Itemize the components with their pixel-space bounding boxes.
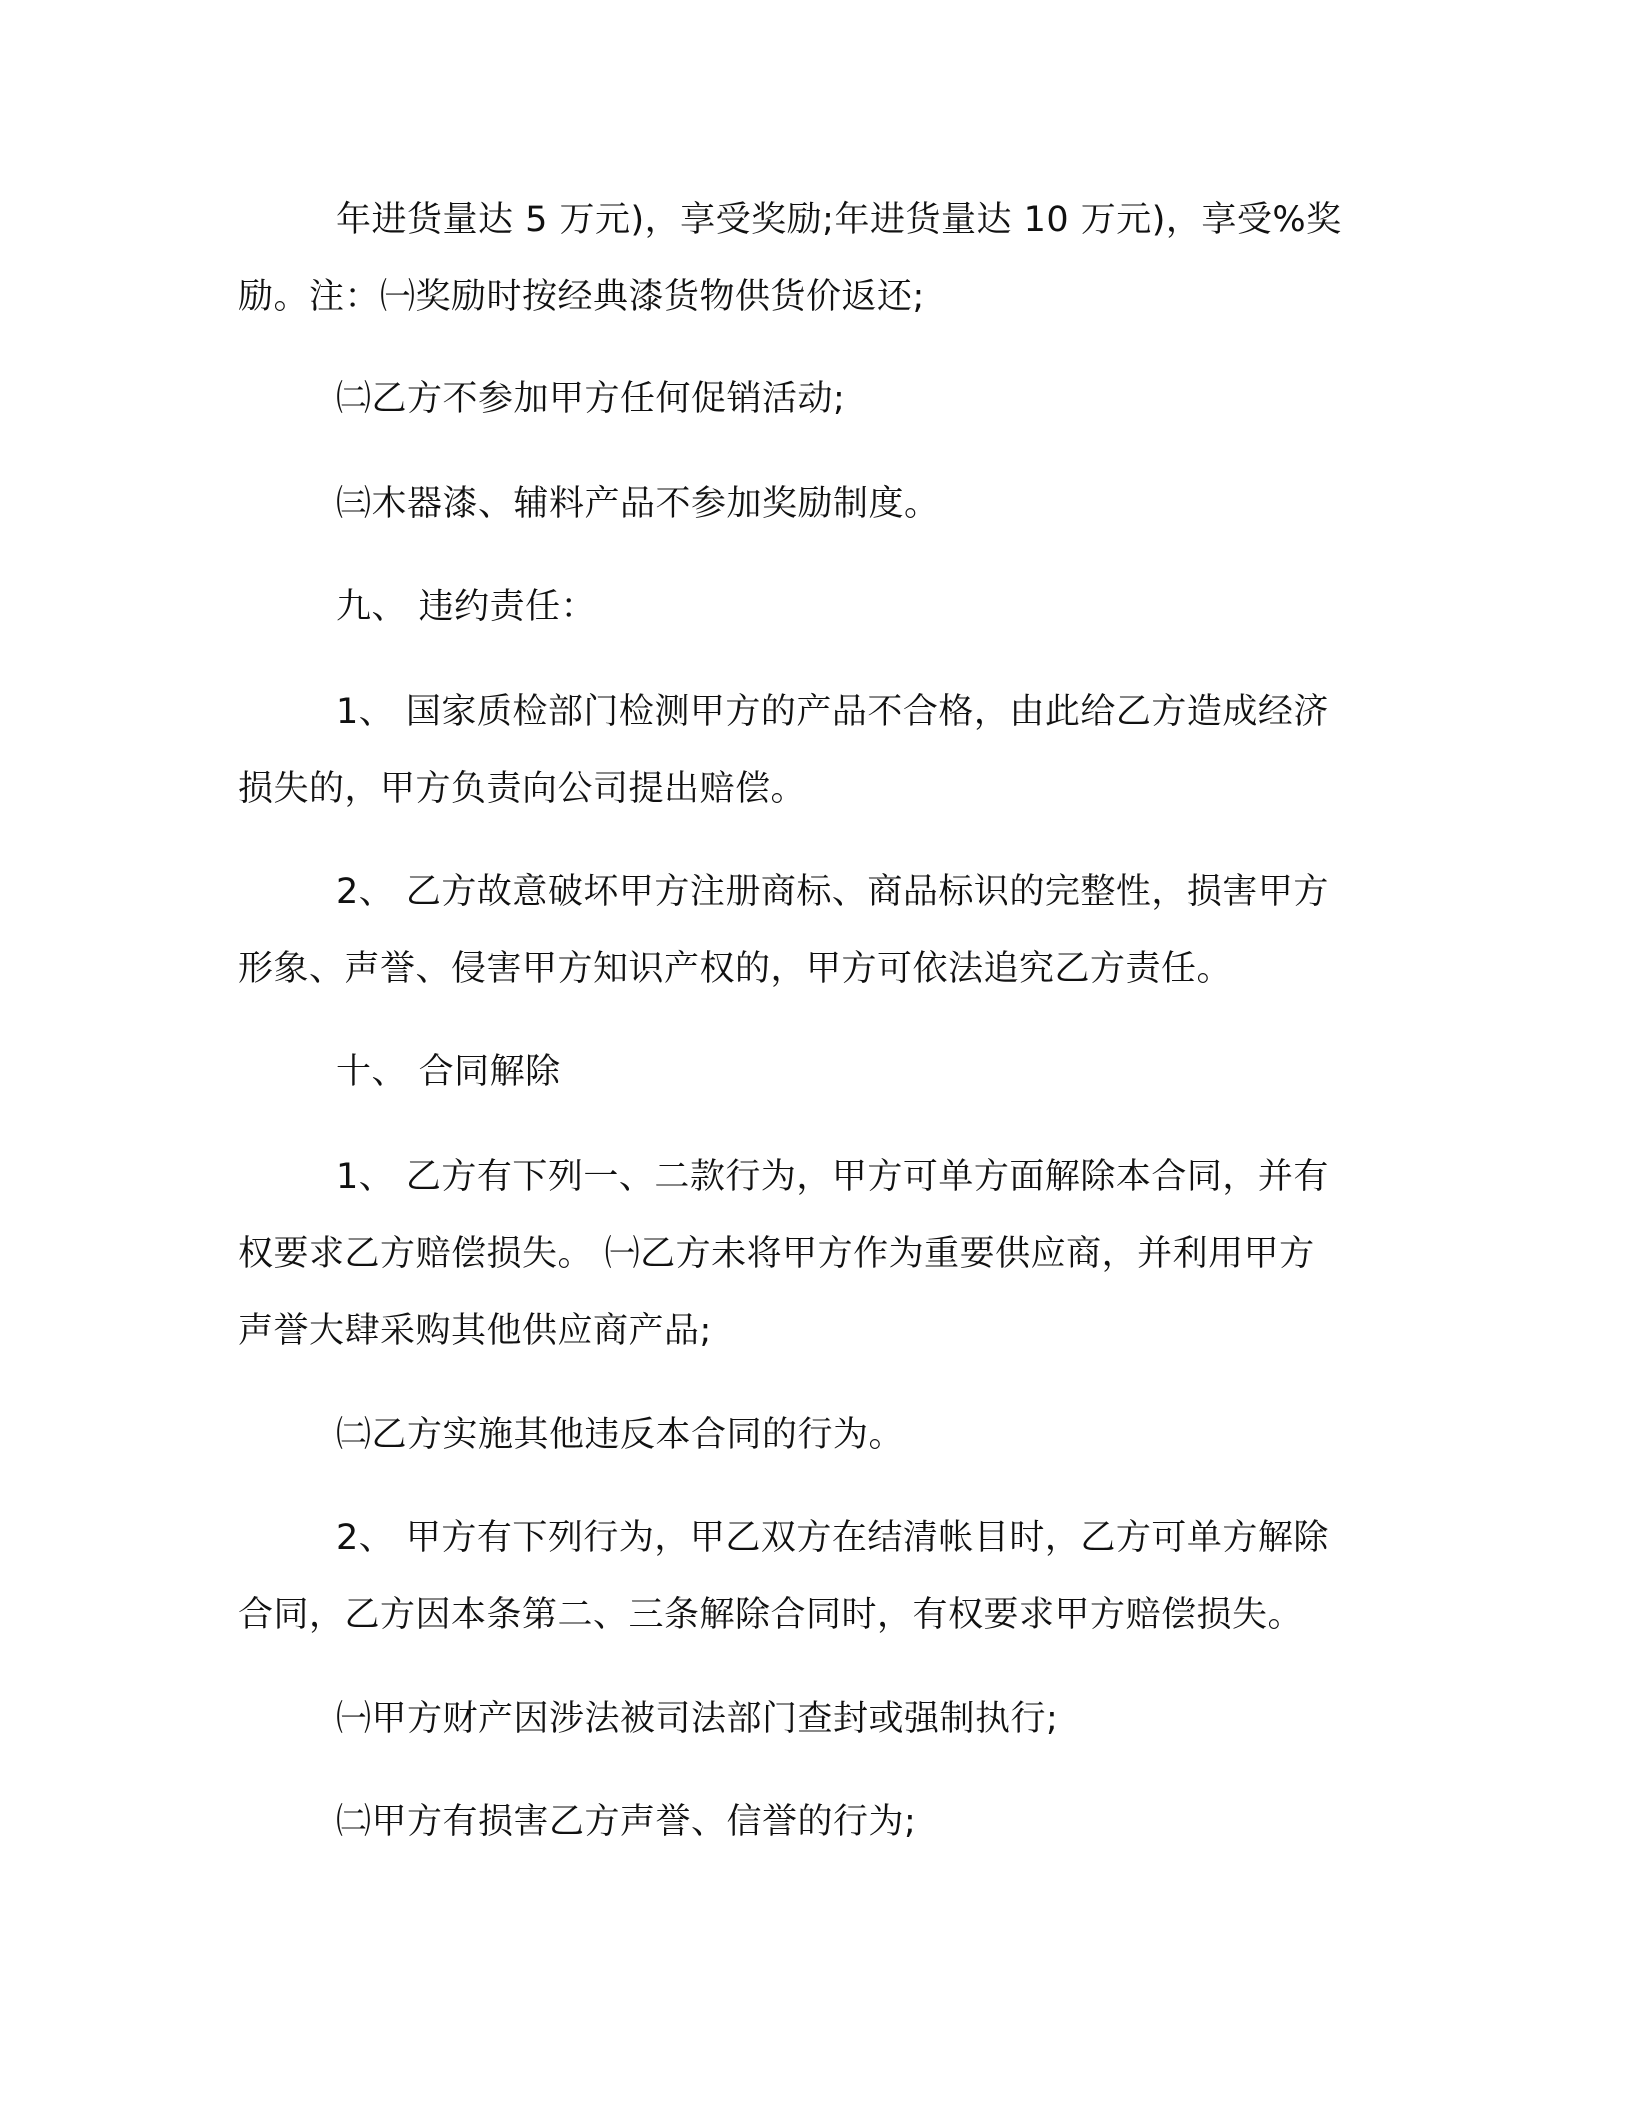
paragraph-line: 励。注：㈠奖励时按经典漆货物供货价返还; [238, 277, 925, 317]
paragraph-line: 年进货量达 5 万元)，享受奖励;年进货量达 10 万元)，享受%奖 [336, 200, 1342, 240]
paragraph-line: ㈡乙方不参加甲方任何促销活动; [336, 379, 846, 419]
section-heading: 九、 违约责任： [336, 587, 597, 627]
paragraph-line: 合同，乙方因本条第二、三条解除合同时，有权要求甲方赔偿损失。 [238, 1595, 1304, 1635]
paragraph-line: 声誉大肆采购其他供应商产品; [238, 1311, 712, 1351]
paragraph-line: 2、 乙方故意破坏甲方注册商标、商品标识的完整性，损害甲方 [336, 872, 1329, 912]
paragraph-line: 2、 甲方有下列行为，甲乙双方在结清帐目时，乙方可单方解除 [336, 1518, 1329, 1558]
paragraph-line: 权要求乙方赔偿损失。 ㈠乙方未将甲方作为重要供应商，并利用甲方 [238, 1234, 1315, 1274]
section-heading: 十、 合同解除 [336, 1052, 561, 1092]
paragraph-line: ㈡甲方有损害乙方声誉、信誉的行为; [336, 1802, 917, 1842]
paragraph-line: 形象、声誉、侵害甲方知识产权的，甲方可依法追究乙方责任。 [238, 949, 1233, 989]
paragraph-line: 1、 乙方有下列一、二款行为，甲方可单方面解除本合同，并有 [336, 1157, 1329, 1197]
paragraph-line: ㈢木器漆、辅料产品不参加奖励制度。 [336, 484, 940, 524]
paragraph-line: ㈠甲方财产因涉法被司法部门查封或强制执行; [336, 1699, 1059, 1739]
paragraph-line: 1、 国家质检部门检测甲方的产品不合格，由此给乙方造成经济 [336, 692, 1329, 732]
paragraph-line: 损失的，甲方负责向公司提出赔偿。 [238, 769, 807, 809]
paragraph-line: ㈡乙方实施其他违反本合同的行为。 [336, 1415, 905, 1455]
